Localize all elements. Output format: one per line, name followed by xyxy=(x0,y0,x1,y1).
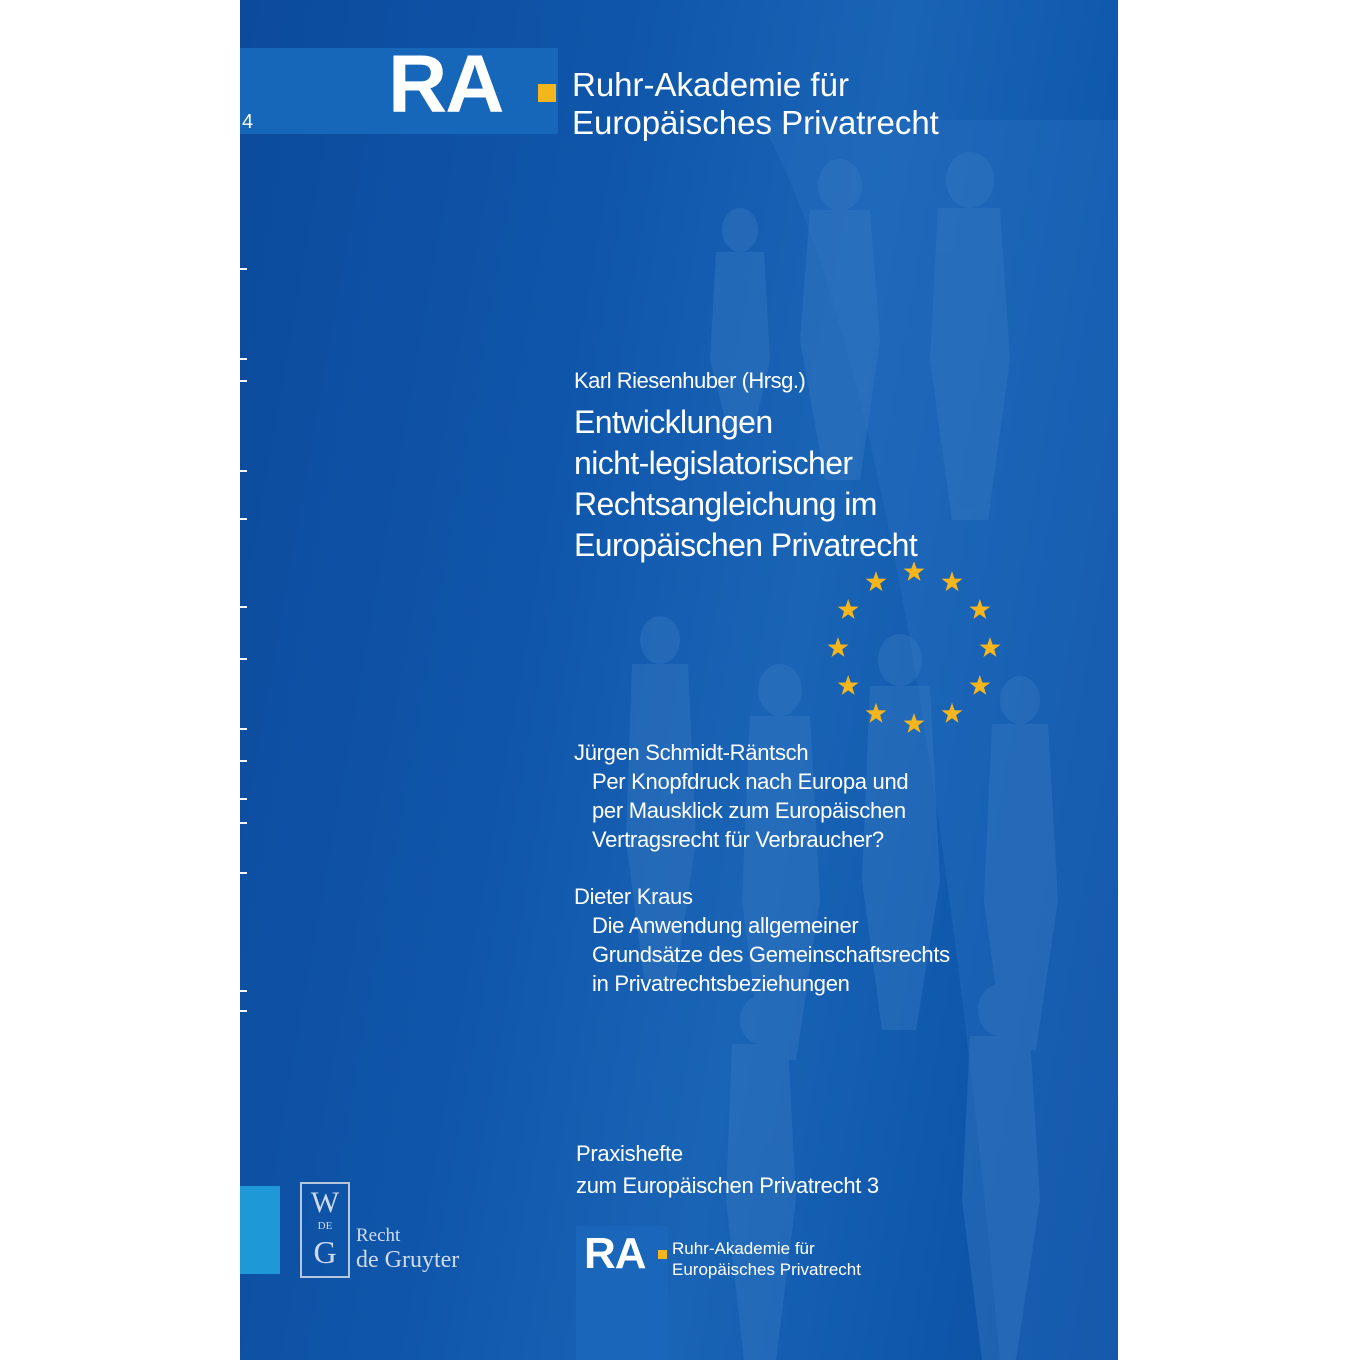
title-line: Entwicklungen xyxy=(574,404,773,440)
academy-name-line2: Europäisches Privatrecht xyxy=(572,104,939,141)
title-line: Europäischen Privatrecht xyxy=(574,527,918,563)
spine-mark xyxy=(240,518,247,520)
contribution-title-line: Grundsätze des Gemeinschaftsrechts xyxy=(592,942,950,967)
footer-ra-logo: RA xyxy=(584,1229,646,1278)
ra-logo: RA xyxy=(388,39,503,130)
book-cover xyxy=(240,0,1118,1360)
footer-academy-name xyxy=(672,1238,861,1280)
title-line: Rechtsangleichung im xyxy=(574,486,877,522)
contribution-title-line: per Mausklick zum Europäischen xyxy=(592,798,906,823)
spine-mark xyxy=(240,1010,247,1012)
academy-name xyxy=(572,66,939,142)
star-icon xyxy=(942,571,963,591)
accent-bar xyxy=(240,1186,280,1274)
spine-mark xyxy=(240,798,247,800)
contribution-2 xyxy=(574,882,950,998)
contribution-title-line: in Privatrechtsbeziehungen xyxy=(592,971,850,996)
star-icon xyxy=(866,571,887,591)
spine-mark xyxy=(240,606,247,608)
star-icon xyxy=(904,713,925,733)
star-icon xyxy=(828,637,849,657)
spine-mark xyxy=(240,268,247,270)
footer-logo-accent-square xyxy=(658,1250,667,1259)
spine-mark xyxy=(240,760,247,762)
publisher-line1: Recht xyxy=(356,1225,401,1246)
star-icon xyxy=(838,599,859,619)
series-title xyxy=(576,1138,879,1202)
title-line: nicht-legislatorischer xyxy=(574,445,853,481)
spine-mark xyxy=(240,728,247,730)
academy-name-line1: Ruhr-Akademie für xyxy=(572,66,849,103)
publisher-line2: de Gruyter xyxy=(356,1247,460,1273)
star-icon xyxy=(942,703,963,723)
eu-stars-icon xyxy=(814,562,1014,742)
spine-number: 4 xyxy=(242,111,254,133)
series-line2: zum Europäischen Privatrecht 3 xyxy=(576,1173,879,1198)
contribution-1 xyxy=(574,738,908,854)
publisher-name xyxy=(356,1224,459,1272)
de-gruyter-logo-icon: W DE G xyxy=(300,1182,350,1278)
footer-academy-line2: Europäisches Privatrecht xyxy=(672,1260,861,1279)
spine-mark xyxy=(240,990,247,992)
editor-name: Karl Riesenhuber (Hrsg.) xyxy=(574,368,806,393)
star-icon xyxy=(980,637,1001,657)
spine-mark xyxy=(240,872,247,874)
contribution-title-line: Per Knopfdruck nach Europa und xyxy=(592,769,909,794)
book-title xyxy=(574,402,917,566)
star-icon xyxy=(838,675,859,695)
star-icon xyxy=(969,675,990,695)
contribution-author: Dieter Kraus xyxy=(574,884,693,909)
spine-mark xyxy=(240,380,247,382)
star-icon xyxy=(866,703,887,723)
footer-academy-line1: Ruhr-Akademie für xyxy=(672,1239,815,1258)
contribution-title-line: Die Anwendung allgemeiner xyxy=(592,913,859,938)
contribution-author: Jürgen Schmidt-Räntsch xyxy=(574,740,809,765)
contribution-title-line: Vertragsrecht für Verbraucher? xyxy=(592,827,884,852)
spine-mark xyxy=(240,470,247,472)
series-line1: Praxishefte xyxy=(576,1141,683,1166)
star-icon xyxy=(904,562,925,581)
logo-accent-square xyxy=(538,84,556,102)
star-icon xyxy=(969,599,990,619)
spine-mark xyxy=(240,822,247,824)
spine-mark xyxy=(240,658,247,660)
spine-mark xyxy=(240,358,247,360)
